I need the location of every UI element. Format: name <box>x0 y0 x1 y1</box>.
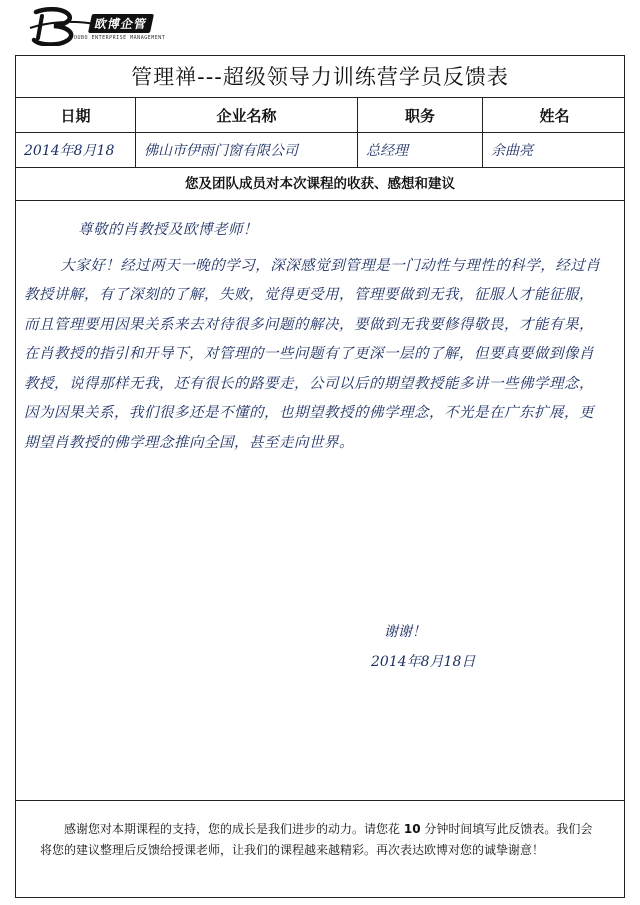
company-field[interactable] <box>136 133 358 167</box>
header-name: 姓名 <box>539 106 570 125</box>
footer-text-part1: 感谢您对本期课程的支持，您的成长是我们进步的动力。请您花 <box>64 822 401 836</box>
letter-greeting: 尊敬的肖教授及欧博老师！ <box>78 222 258 238</box>
letter-thanks: 谢谢！ <box>384 624 426 640</box>
footer-text-part2: 分钟时间填写此反馈表。我们会将您的建议整理后反馈给授课老师，让我们的课程越来越精彩。再次表达欧博对您的诚挚谢意！ <box>40 822 593 857</box>
feedback-letter <box>24 216 608 458</box>
letter-body: 大家好！经过两天一晚的学习，深深感觉到管理是一门动性与理性的科学，经过肖教授讲解，有了深刻的了解，失败，觉得更受用，管理要做到无我，征服人才能征服，而且管理要用因果关系来去对待很多问题的解决，要做到无我要修得敬畏，才能有果，在肖教授的指引和开导下，对管理的一些问题有了更深一层的了解，但要真要做到像肖教授，说得那样无我，还有很长的路要走，公司以后的期望教授能多讲一些佛学理念，因为因果关系，我们很多还是不懂的，也期望教授的佛学理念，不光是在广东扩展，更期望肖教授的佛学理念推向全国，甚至走向世界。 <box>24 257 601 451</box>
name-field[interactable] <box>483 133 626 167</box>
company-value: 佛山市伊雨门窗有限公司 <box>144 143 298 159</box>
section-title: 您及团队成员对本次课程的收获、感想和建议 <box>16 168 624 201</box>
position-value: 总经理 <box>366 143 408 159</box>
footer-text <box>40 819 604 861</box>
form-title-row <box>16 56 624 98</box>
feedback-form <box>15 55 625 898</box>
logo <box>28 6 166 46</box>
letter-sign-date: 2014年8月18日 <box>371 654 476 670</box>
value-row <box>16 133 624 168</box>
header-date: 日期 <box>16 98 136 132</box>
position-field[interactable] <box>358 133 483 167</box>
footer-minutes: 10 <box>403 822 421 836</box>
name-value: 余曲亮 <box>491 143 533 159</box>
date-field[interactable] <box>16 133 136 167</box>
header-company: 企业名称 <box>136 98 358 132</box>
header-position: 职务 <box>358 98 483 132</box>
feedback-body-field[interactable] <box>16 201 624 801</box>
logo-brand-text: 欧博企管 <box>88 14 154 33</box>
date-value: 2014年8月18 <box>24 143 115 159</box>
header-row <box>16 98 624 133</box>
footer-note <box>16 801 624 897</box>
logo-sub-text: OUBO ENTERPRISE MANAGEMENT <box>74 35 166 41</box>
form-title: 管理禅---超级领导力训练营学员反馈表 <box>131 65 509 89</box>
